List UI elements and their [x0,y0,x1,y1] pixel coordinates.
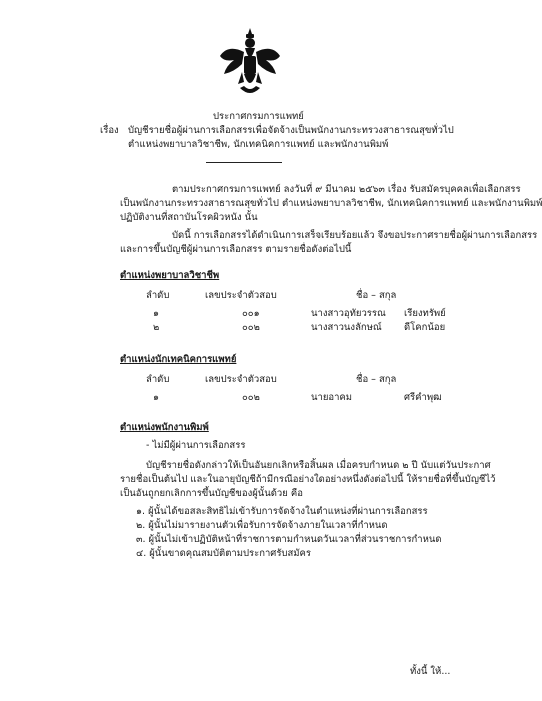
table-row-last-name: ศรีคำพุฒ [404,392,442,403]
garuda-emblem-icon [218,26,282,98]
list-item: ๓. ผู้นั้นไม่เข้าปฏิบัติหน้าที่ราชการตามกำหนดวันเวลาที่ส่วนราชการกำหนด [136,534,442,545]
table-row-exam-id: ๐๐๒ [242,392,260,403]
subject-line-2: ตำแหน่งพยาบาลวิชาชีพ, นักเทคนิคการแพทย์ และพนักงานพิมพ์ [128,139,389,150]
intro-line-5: และการขึ้นบัญชีผู้ผ่านการเลือกสรร ตามรายชื่อดังต่อไปนี้ [120,244,352,255]
table-row-first-name: นายอาคม [311,392,353,403]
section-heading-typist: ตำแหน่งพนักงานพิมพ์ [120,422,209,433]
table-row-order: ๑ [153,308,160,319]
intro-line-4: บัดนี้ การเลือกสรรได้ดำเนินการเสร็จเรียบร้อยแล้ว จึงขอประกาศรายชื่อผู้ผ่านการเลือกสรร [172,230,538,241]
column-exam-id: เลขประจำตัวสอบ [205,290,277,301]
subject-line-1: บัญชีรายชื่อผู้ผ่านการเลือกสรรเพื่อจัดจ้างเป็นพนักงานกระทรวงสาธารณสุขทั่วไป [128,125,454,136]
column-name: ชื่อ – สกุล [356,290,397,301]
table-row-last-name: เรียงทรัพย์ [404,308,446,319]
table-row-exam-id: ๐๐๑ [242,308,260,319]
table-row-order: ๒ [153,322,160,333]
closing-line-1: บัญชีรายชื่อดังกล่าวให้เป็นอันยกเลิกหรือสิ้นผล เมื่อครบกำหนด ๒ ปี นับแต่วันประกาศ [146,460,491,471]
column-order: ลำดับ [146,290,170,301]
announcement-title: ประกาศกรมการแพทย์ [213,111,304,122]
table-row-first-name: นางสาวอุทัยวรรณ [311,308,386,319]
column-order: ลำดับ [146,374,170,385]
list-item: ๒. ผู้นั้นไม่มารายงานตัวเพื่อรับการจัดจ้างภายในเวลาที่กำหนด [136,520,388,531]
column-exam-id: เลขประจำตัวสอบ [205,374,277,385]
section-heading-med-tech: ตำแหน่งนักเทคนิคการแพทย์ [120,354,237,365]
intro-line-1: ตามประกาศกรมการแพทย์ ลงวันที่ ๙ มีนาคม ๒๕๖๓ เรื่อง รับสมัครบุคคลเพื่อเลือกสรร [172,184,521,195]
section-heading-nurse: ตำแหน่งพยาบาลวิชาชีพ [120,270,220,281]
table-row-first-name: นางสาวนงลักษณ์ [311,322,382,333]
subject-prefix: เรื่อง [100,125,119,136]
list-item: ๔. ผู้นั้นขาดคุณสมบัติตามประกาศรับสมัคร [136,548,311,559]
table-row-exam-id: ๐๐๒ [242,322,260,333]
no-candidates-note: - ไม่มีผู้ผ่านการเลือกสรร [146,440,246,451]
table-row-last-name: ดีโคกน้อย [404,322,446,333]
list-item: ๑. ผู้นั้นได้ขอสละสิทธิไม่เข้ารับการจัดจ้างในตำแหน่งที่ผ่านการเลือกสรร [136,506,428,517]
column-name: ชื่อ – สกุล [356,374,397,385]
closing-line-3: เป็นอันถูกยกเลิกการขึ้นบัญชีของผู้นั้นด้วย คือ [120,488,303,499]
table-row-order: ๑ [153,392,160,403]
continuation-text: ทั้งนี้ ให้... [410,666,451,677]
intro-line-2: เป็นพนักงานกระทรวงสาธารณสุขทั่วไป ตำแหน่งพยาบาลวิชาชีพ, นักเทคนิคการแพทย์ และพนักงานพิมพ์ [120,198,542,209]
closing-line-2: รายชื่อเป็นต้นไป และในอายุบัญชีถ้ามีกรณีอย่างใดอย่างหนึ่งดังต่อไปนี้ ให้รายชื่อที่ขึ้นบัญชีไว้ [120,474,496,485]
header-divider [206,162,282,163]
intro-line-3: ปฏิบัติงานที่สถาบันโรคผิวหนัง นั้น [120,212,258,223]
